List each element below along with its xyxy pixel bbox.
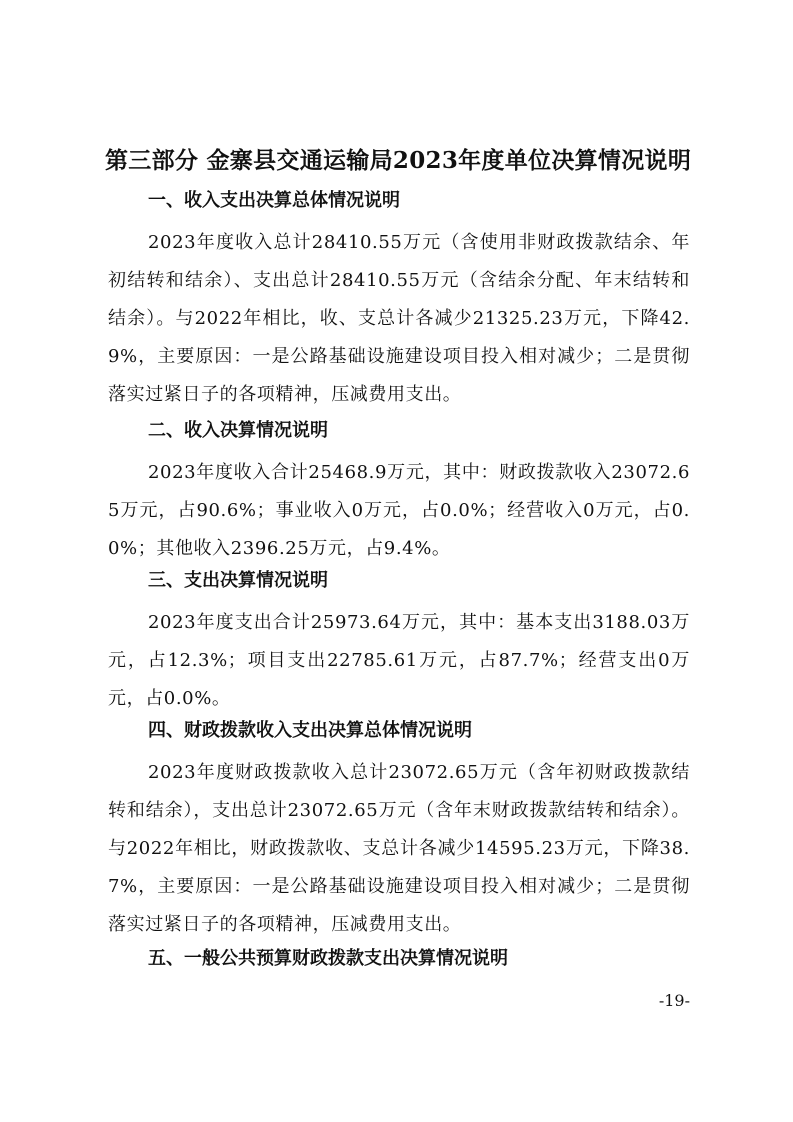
section-heading-2: 二、收入决算情况说明 [148, 420, 328, 441]
section-heading-5: 五、一般公共预算财政拨款支出决算情况说明 [148, 948, 508, 969]
section-heading-1: 一、收入支出决算总体情况说明 [148, 190, 400, 211]
section-heading-4: 四、财政拨款收入支出决算总体情况说明 [148, 720, 472, 741]
section-paragraph-3: 2023年度支出合计25973.64万元，其中：基本支出3188.03万元，占12.3%；项目支出22785.61万元，占87.7%；经营支出0万元，占0.0%。 [108, 612, 690, 709]
section-paragraph-1: 2023年度收入总计28410.55万元（含使用非财政拨款结余、年初结转和结余）、支出总计28410.55万元（含结余分配、年末结转和结余）。与2022年相比，收、支总计各减少21325.23万元，下降42.9%，主要原因：一是公路基础设施建设项目投入相对减少；二是贯彻落实过紧日子的各项精神，压减费用支出。 [108, 232, 690, 405]
section-paragraph-2: 2023年度收入合计25468.9万元，其中：财政拨款收入23072.65万元，占90.6%；事业收入0万元，占0.0%；经营收入0万元，占0.0%；其他收入2396.25万元，占9.4%。 [108, 462, 690, 559]
document-title: 第三部分 金寨县交通运输局2023年度单位决算情况说明 [105, 147, 692, 174]
page-number: -19- [658, 991, 690, 1010]
section-paragraph-4: 2023年度财政拨款收入总计23072.65万元（含年初财政拨款结转和结余），支出总计23072.65万元（含年末财政拨款结转和结余）。与2022年相比，财政拨款收、支总计各减少14595.23万元，下降38.7%，主要原因：一是公路基础设施建设项目投入相对减少；二是贯彻落实过紧日子的各项精神，压减费用支出。 [108, 762, 690, 935]
section-heading-3: 三、支出决算情况说明 [148, 570, 328, 591]
